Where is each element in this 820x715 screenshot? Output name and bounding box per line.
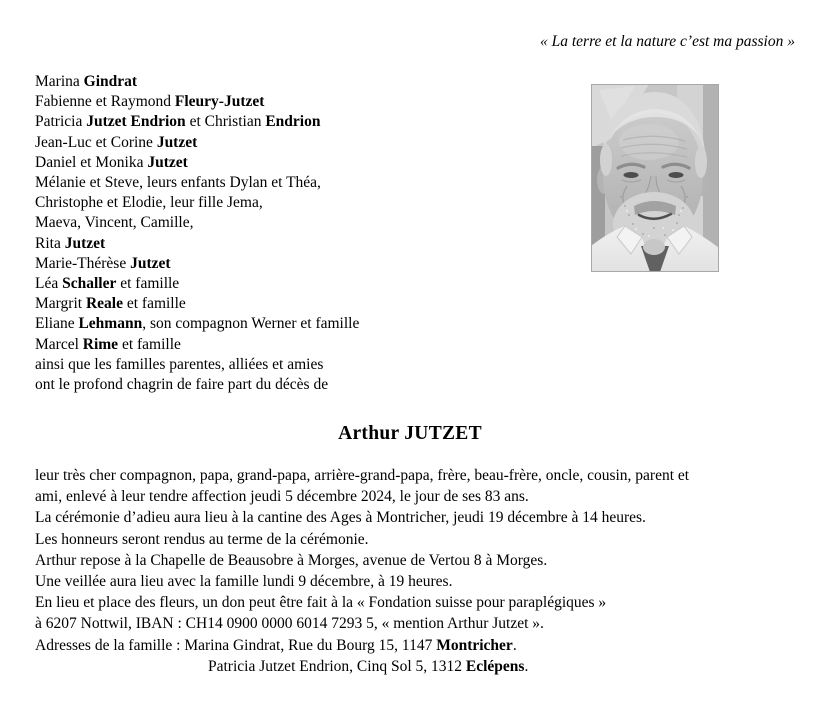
family-line: Christophe et Elodie, leur fille Jema, — [35, 194, 263, 212]
family-line: Maeva, Vincent, Camille, — [35, 214, 194, 232]
body-line: En lieu et place des fleurs, un don peut être fait à la « Fondation suisse pour paraplégiques » — [35, 594, 607, 612]
portrait-photo — [591, 84, 719, 272]
announcement-body — [35, 465, 689, 677]
body-line: Les honneurs seront rendus au terme de la cérémonie. — [35, 530, 369, 548]
family-line: Léa Schaller et famille — [35, 275, 180, 293]
family-line: ainsi que les familles parentes, alliées et amies — [35, 355, 324, 373]
elderly-man-portrait-illustration — [591, 84, 719, 272]
family-line: Marcel Rime et famille — [35, 335, 181, 353]
family-line: Margrit Reale et famille — [35, 295, 186, 313]
body-line: La cérémonie d’adieu aura lieu à la cantine des Ages à Montricher, jeudi 19 décembre à 14 heures. — [35, 509, 646, 527]
body-line: ami, enlevé à leur tendre affection jeudi 5 décembre 2024, le jour de ses 83 ans. — [35, 488, 529, 506]
family-line: Mélanie et Steve, leurs enfants Dylan et Théa, — [35, 174, 321, 192]
family-line: ont le profond chagrin de faire part du décès de — [35, 376, 329, 394]
body-line: Patricia Jutzet Endrion, Cinq Sol 5, 1312 Eclépens. — [208, 657, 529, 675]
body-line: à 6207 Nottwil, IBAN : CH14 0900 0000 6014 7293 5, « mention Arthur Jutzet ». — [35, 615, 544, 633]
family-line: Jean-Luc et Corine Jutzet — [35, 133, 198, 151]
body-line: Arthur repose à la Chapelle de Beausobre à Morges, avenue de Vertou 8 à Morges. — [35, 551, 548, 569]
family-line: Fabienne et Raymond Fleury-Jutzet — [35, 93, 265, 111]
body-line: Une veillée aura lieu avec la famille lundi 9 décembre, à 19 heures. — [35, 573, 453, 591]
family-line: Marie-Thérèse Jutzet — [35, 254, 171, 272]
body-line: Adresses de la famille : Marina Gindrat, Rue du Bourg 15, 1147 Montricher. — [35, 636, 517, 654]
family-line: Patricia Jutzet Endrion et Christian Endrion — [35, 113, 321, 131]
deceased-name: Arthur JUTZET — [338, 423, 482, 444]
family-names-list — [35, 72, 359, 395]
body-line: leur très cher compagnon, papa, grand-papa, arrière-grand-papa, frère, beau-frère, oncle, cousin, parent et — [35, 467, 690, 484]
epigraph-quote: « La terre et la nature c’est ma passion » — [539, 33, 795, 50]
family-line: Eliane Lehmann, son compagnon Werner et famille — [35, 315, 360, 333]
family-line: Rita Jutzet — [35, 234, 106, 252]
family-line: Marina Gindrat — [35, 73, 138, 90]
family-line: Daniel et Monika Jutzet — [35, 153, 188, 171]
